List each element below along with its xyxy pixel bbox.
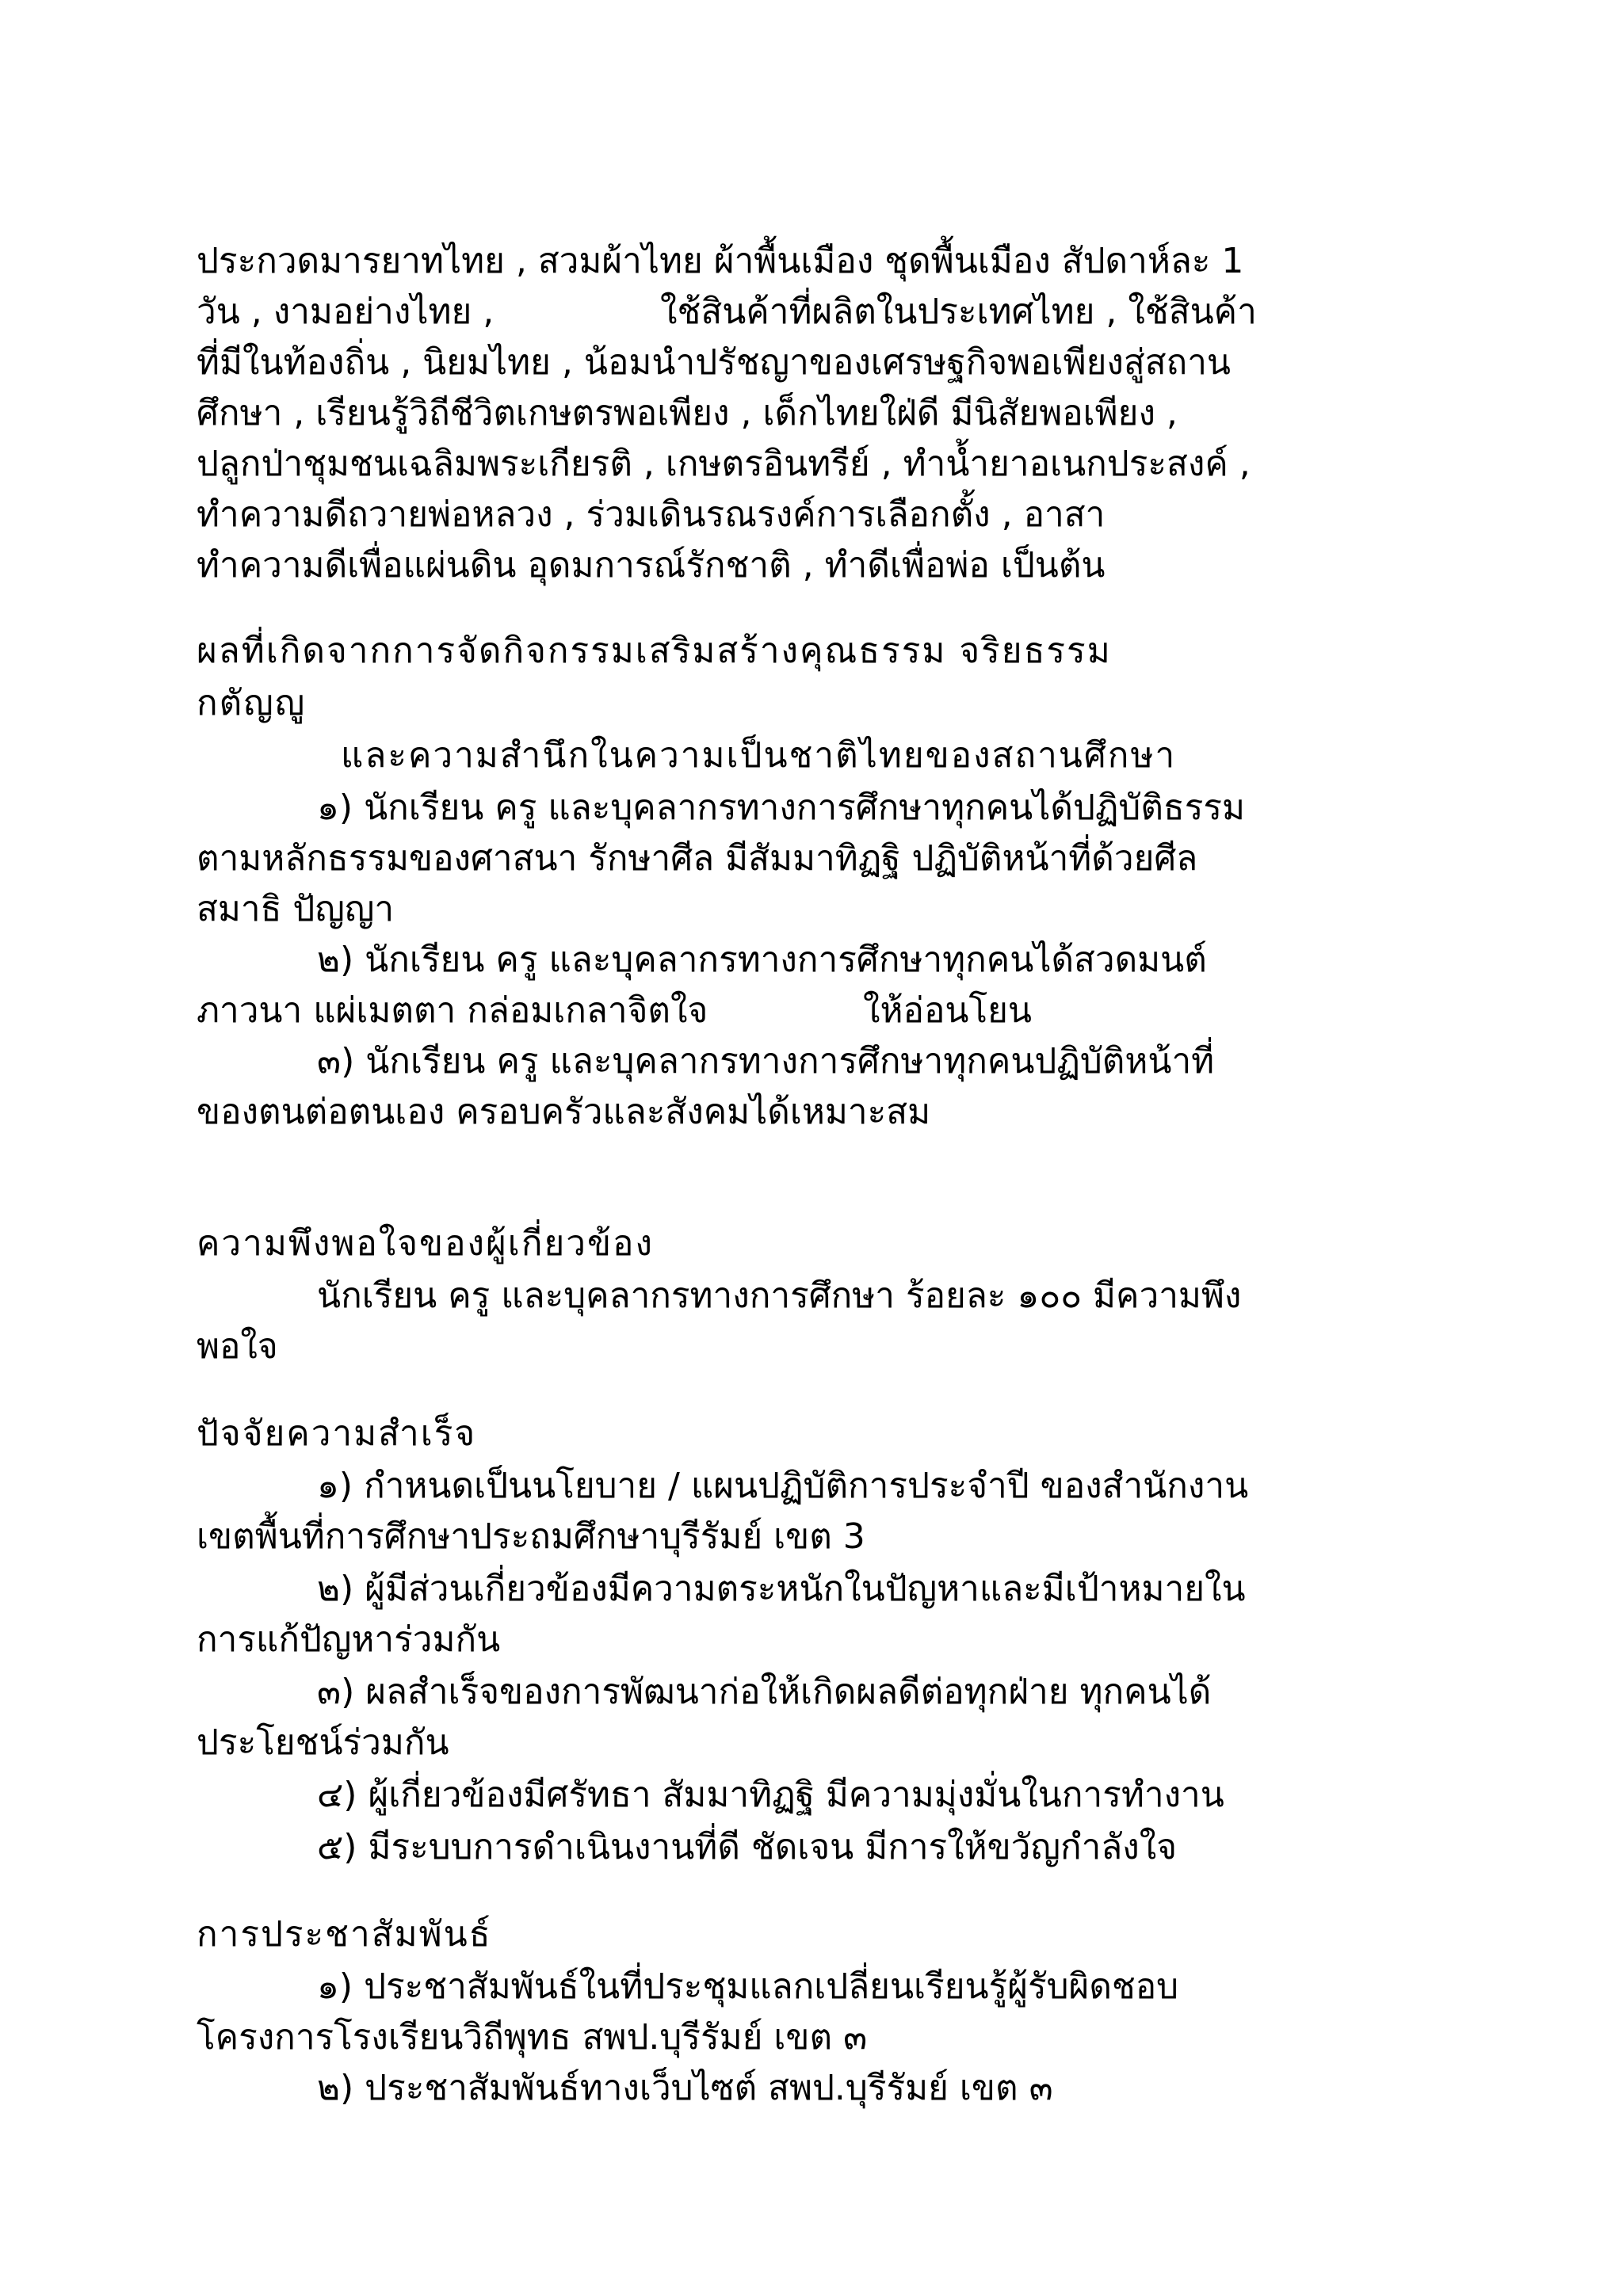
intro-line: ปลูกป่าชุมชนเฉลิมพระเกียรติ , เกษตรอินทรีย์ , ทำน้ำยาอเนกประสงค์ , xyxy=(197,444,1251,484)
intro-line: ทำความดีเพื่อแผ่นดิน อุดมการณ์รักชาติ , ทำดีเพื่อพ่อ เป็นต้น xyxy=(197,545,1106,585)
results-item: ๑) นักเรียน ครู และบุคลากรทางการศึกษาทุกคนได้ปฏิบัติธรรม xyxy=(317,788,1246,828)
intro-line: ที่มีในท้องถิ่น , นิยมไทย , น้อมนำปรัชญาของเศรษฐกิจพอเพียงสู่สถาน xyxy=(197,342,1231,383)
public-relations-heading: การประชาสัมพันธ์ xyxy=(197,1914,492,1955)
success-factor-item: ๓) ผลสำเร็จของการพัฒนาก่อให้เกิดผลดีต่อทุกฝ่าย ทุกคนได้ xyxy=(317,1672,1212,1712)
success-factor-item: ประโยชน์ร่วมกัน xyxy=(197,1722,449,1763)
results-subheading: และความสำนึกในความเป็นชาติไทยของสถานศึกษา xyxy=(341,735,1177,776)
intro-line: ประกวดมารยาทไทย , สวมผ้าไทย ผ้าพื้นเมือง ชุดพื้นเมือง สัปดาห์ละ 1 xyxy=(197,241,1244,281)
intro-line: ศึกษา , เรียนรู้วิถีชีวิตเกษตรพอเพียง , เด็กไทยใฝ่ดี มีนิสัยพอเพียง , xyxy=(197,393,1178,433)
intro-line: ทำความดีถวายพ่อหลวง , ร่วมเดินรณรงค์การเลือกตั้ง , อาสา xyxy=(197,494,1106,535)
results-item: ๒) นักเรียน ครู และบุคลากรทางการศึกษาทุกคนได้สวดมนต์ xyxy=(317,940,1207,980)
success-factor-item: ๔) ผู้เกี่ยวข้องมีศรัทธา สัมมาทิฏฐิ มีความมุ่งมั่นในการทำงาน xyxy=(317,1775,1224,1815)
success-factor-item: การแก้ปัญหาร่วมกัน xyxy=(197,1619,501,1660)
success-factor-item: ๒) ผู้มีส่วนเกี่ยวข้องมีความตระหนักในปัญหาและมีเป้าหมายใน xyxy=(317,1569,1246,1609)
results-item: สมาธิ ปัญญา xyxy=(197,889,395,929)
satisfaction-text: นักเรียน ครู และบุคลากรทางการศึกษา ร้อยละ ๑๐๐ มีความพึง xyxy=(317,1276,1242,1316)
results-item: ของตนต่อตนเอง ครอบครัวและสังคมได้เหมาะสม xyxy=(197,1092,931,1132)
results-item: ตามหลักธรรมของศาสนา รักษาศีล มีสัมมาทิฏฐิ ปฏิบัติหน้าที่ด้วยศีล xyxy=(197,838,1198,879)
success-factor-item: เขตพื้นที่การศึกษาประถมศึกษาบุรีรัมย์ เขต 3 xyxy=(197,1516,865,1557)
satisfaction-heading: ความพึงพอใจของผู้เกี่ยวข้อง xyxy=(197,1223,654,1264)
intro-line: วัน , งามอย่างไทย , ใช้สินค้าที่ผลิตในประเทศไทย , ใช้สินค้า xyxy=(197,292,1257,332)
results-heading: ผลที่เกิดจากการจัดกิจกรรมเสริมสร้างคุณธรรม จริยธรรม xyxy=(197,631,1112,671)
satisfaction-text: พอใจ xyxy=(197,1326,278,1367)
results-item: ภาวนา แผ่เมตตา กล่อมเกลาจิตใจ ให้อ่อนโยน xyxy=(197,990,1032,1031)
results-item: ๓) นักเรียน ครู และบุคลากรทางการศึกษาทุกคนปฏิบัติหน้าที่ xyxy=(317,1041,1215,1081)
results-heading: กตัญญู xyxy=(197,683,307,723)
public-relations-item: ๑) ประชาสัมพันธ์ในที่ประชุมแลกเปลี่ยนเรียนรู้ผู้รับผิดชอบ xyxy=(317,1966,1179,2007)
public-relations-item: โครงการโรงเรียนวิถีพุทธ สพป.บุรีรัมย์ เขต ๓ xyxy=(197,2017,868,2058)
success-factors-heading: ปัจจัยความสำเร็จ xyxy=(197,1413,477,1454)
success-factor-item: ๕) มีระบบการดำเนินงานที่ดี ชัดเจน มีการให้ขวัญกำลังใจ xyxy=(317,1827,1178,1867)
success-factor-item: ๑) กำหนดเป็นนโยบาย / แผนปฏิบัติการประจำปี ของสำนักงาน xyxy=(317,1466,1249,1506)
public-relations-item: ๒) ประชาสัมพันธ์ทางเว็บไซต์ สพป.บุรีรัมย์ เขต ๓ xyxy=(317,2068,1053,2108)
